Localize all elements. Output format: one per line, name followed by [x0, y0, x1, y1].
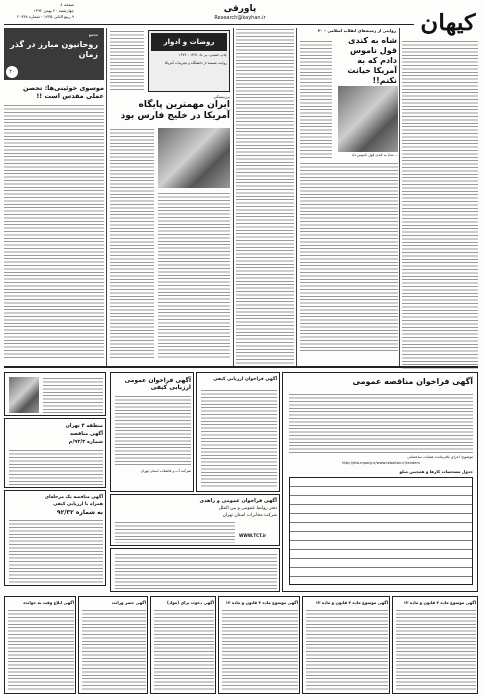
kennedy-caption: ... شاه به کندی قول ناموس داد	[351, 153, 398, 157]
right-column-text	[402, 40, 478, 370]
obituary-text	[43, 377, 103, 413]
left-headline: موسوی خوئینی‌ها: تحصن عملی مقدس است !!	[22, 84, 104, 100]
bottom-ad-4-text	[154, 609, 214, 691]
masthead-rule	[4, 24, 414, 25]
water-ad-title: آگهی فراخوان عمومی ارزیابی کیفی	[124, 377, 191, 391]
bottom-ad-1-title: آگهی موضوع ماده ۴ قانون و ماده ۱۳	[403, 600, 476, 605]
research-email[interactable]: Research@kayhan.ir	[214, 15, 266, 21]
water-ad-company: شرکت آب و فاضلاب استان تهران	[140, 469, 191, 473]
gas-ad-title: آگهی فراخوان ارزیابی کیفی	[213, 377, 277, 382]
contract-ad	[110, 494, 280, 546]
book-box-title: روضات و ادوار	[151, 33, 227, 51]
obituary-ad	[4, 372, 106, 416]
bottom-ad-4	[150, 596, 216, 694]
telecom-ad-code: به شماره ۹۲/۳۲	[56, 509, 103, 516]
kennedy-kicker: روایتی از زمینه‌های انقلاب اسلامی - ۲۰	[317, 28, 396, 33]
book-box-subtitle: چاپ خمینی، بی تا، ۱۳۷۱ - ۱۳۷۲	[178, 53, 227, 57]
brzezinski-kicker: برژینسکی	[213, 94, 230, 99]
bottom-ad-3	[218, 596, 300, 694]
contract-ad-text	[115, 521, 235, 543]
column-rule-2	[296, 28, 297, 368]
region-ad-region: منطقه ۴ تهران	[65, 423, 103, 429]
bottom-ad-6	[4, 596, 76, 694]
tender-table	[289, 477, 473, 585]
bottom-ad-5	[78, 596, 148, 694]
telecom-ad-subtitle: همراه با ارزیابی کیفی	[53, 502, 103, 507]
region-ad-title: آگهی مناقصه	[70, 431, 103, 437]
notice-ad	[110, 548, 280, 592]
brzezinski-headline: ایران مهمترین پایگاه آمریکا در خلیج فارس بود	[120, 100, 230, 121]
column-rule	[399, 28, 400, 368]
gas-ad	[196, 372, 280, 492]
left-column-text	[4, 104, 104, 358]
left-book-number: ۲۰	[6, 66, 18, 78]
kennedy-headline: شاه به کندی قول ناموس دادم که به آمریکا خیانت نکنم!!	[347, 36, 397, 85]
telecom-ad	[4, 490, 106, 586]
obituary-photo	[9, 377, 39, 413]
bottom-ad-2-title: آگهی موضوع ماده ۴ قانون و ماده ۱۳	[315, 600, 388, 605]
bottom-ad-1-text	[396, 609, 476, 691]
contract-ad-sub: دفتر روابط عمومی و بین الملل	[218, 506, 277, 511]
contract-ad-title: آگهی فراخوان عمومی و زاهدی	[199, 498, 277, 504]
column-rule-4	[106, 28, 107, 368]
brzezinski-body-left	[110, 128, 154, 358]
left-book-title: روحانیون مبارز در گذر زمان	[10, 40, 98, 59]
tender-ad-text	[289, 393, 473, 453]
bottom-ad-6-text	[8, 609, 74, 691]
bottom-ad-6-title: آگهی ابلاغ وقت به خوانده	[23, 600, 74, 605]
contract-ad-sub2: شرکت مخابرات استان تهران	[222, 513, 277, 518]
notice-ad-text	[115, 553, 277, 589]
book-box	[148, 30, 230, 92]
bottom-ad-2-text	[306, 609, 388, 691]
brzezinski-photo	[158, 128, 230, 188]
bottom-ad-3-title: آگهی موضوع ماده ۴ قانون و ماده ۱۳	[225, 600, 298, 605]
middle-right-text	[236, 28, 294, 368]
bottom-ad-2	[302, 596, 390, 694]
water-ad-text	[115, 395, 191, 465]
tender-ad-main	[282, 372, 478, 592]
page-number: صفحه ۸	[60, 2, 74, 7]
middle-left-top-text	[110, 30, 144, 92]
column-rule-3	[233, 28, 234, 368]
book-box-note: روایت مستند از دانشگاه و تجربیات آمریکا	[164, 61, 227, 65]
ads-separator	[4, 366, 478, 368]
gas-ad-text	[201, 389, 277, 487]
bottom-ad-3-text	[222, 609, 298, 691]
region-ad	[4, 418, 106, 488]
water-ad	[110, 372, 194, 492]
tender-table-caption: جدول مشخصات کارها و همچنین مبلغ	[399, 469, 473, 474]
tender-ad-note: موضوع: اجرای باقی‌مانده عملیات ساختمانی	[407, 455, 473, 459]
kennedy-shah-photo	[338, 86, 398, 152]
region-ad-text	[9, 449, 103, 485]
tender-ad-url[interactable]: http://eta.mporg.ir/www.tebolton.ir/tenders	[342, 461, 420, 465]
region-ad-number: شماره ۹۲/۳/م	[68, 439, 103, 445]
kayhan-logo[interactable]	[418, 8, 478, 38]
bottom-ad-5-title: آگهی حصر وراثت	[111, 600, 146, 605]
date-persian: چهارشنبه ۲۰ بهمن ۱۳۹۲	[33, 8, 74, 13]
brzezinski-body-right	[158, 192, 230, 358]
kennedy-side-body	[300, 40, 332, 160]
section-title: پاورقی	[223, 4, 257, 14]
tender-ad-title: آگهی فراخوان مناقصه عمومی	[352, 377, 473, 386]
left-book-banner	[4, 28, 104, 80]
telecom-ad-text	[9, 519, 103, 583]
kennedy-body	[300, 162, 398, 352]
left-book-series: مجمع	[88, 32, 98, 37]
bottom-ad-4-title: آگهی دعوت برای (مواد)	[167, 600, 214, 605]
date-issue: ۹ ربیع الثانی ۱۴۳۵ - شماره ۲۰۷۳۸	[16, 14, 74, 19]
telecom-ad-title: آگهی مناقصه یک مرحله‌ای	[44, 495, 103, 500]
bottom-ad-5-text	[82, 609, 146, 691]
bottom-ad-1	[392, 596, 478, 694]
contract-ad-site[interactable]: WWW.TCT.ir	[239, 533, 267, 538]
logo-text: کیهان	[420, 10, 476, 36]
